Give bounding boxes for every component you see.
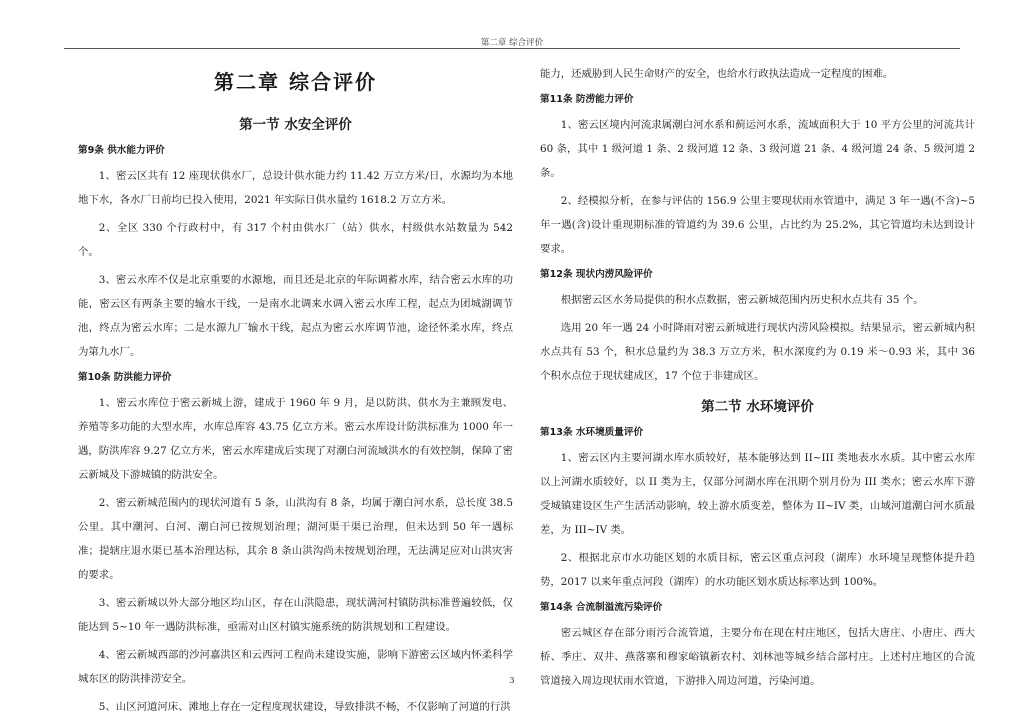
paragraph: 2、密云新城范围内的现状河道有 5 条，山洪沟有 8 条，均属于潮白河水系，总长度 38.5 公里。其中潮河、白河、潮白河已按规划治理；湖河渠干渠已治理，但未达到 50 年一遇标准；提辖庄退水渠已基本治理达标，其余 8 条山洪沟尚未按规划治理，无法满足应对山洪灾害的要求。	[78, 497, 513, 581]
article-11-title: 第11条 防涝能力评价	[540, 94, 634, 105]
page-number: 3	[509, 676, 515, 686]
paragraph: 密云城区存在部分雨污合流管道，主要分布在现在村庄地区，包括大唐庄、小唐庄、西大桥、季庄、双井、燕落寨和穆家峪镇新农村、刘林池等城乡结合部村庄。上述村庄地区的合流管道接入周边现状雨水管道，下游排入周边河道，污染河道。	[540, 627, 975, 687]
paragraph: 5、山区河道河床、滩地上存在一定程度现状建设，导致排洪不畅，不仅影响了河道的行洪	[98, 701, 511, 713]
paragraph: 1、密云区境内河流隶属潮白河水系和蓟运河水系，流域面积大于 10 平方公里的河流共计 60 条，其中 1 级河道 1 条、2 级河道 12 条、3 级河道 21 条、4 级河道 24 条、5 级河道 2 条。	[540, 119, 975, 179]
left-column	[78, 62, 513, 723]
article-13-title: 第13条 水环境质量评价	[540, 427, 644, 438]
paragraph: 2、经模拟分析，在参与评估的 156.9 公里主要现状雨水管道中，满足 3 年一遇(不含)~5 年一遇(含)设计重现期标准的管道约为 39.6 公里，占比约为 25.2%，其它管道均未达到设计要求。	[540, 195, 975, 255]
article-10-title: 第10条 防洪能力评价	[78, 372, 172, 383]
paragraph: 3、密云新城以外大部分地区均山区，存在山洪隐患，现状满河村镇防洪标准普遍较低，仅能达到 5~10 年一遇防洪标准，亟需对山区村镇实施系统的防洪规划和工程建设。	[78, 597, 513, 633]
paragraph: 1、密云区内主要河湖水库水质较好，基本能够达到 II~III 类地表水水质。其中密云水库以上河湖水质较好，以 II 类为主，仅部分河湖水库在汛期个别月份为 III 类水；密云水库下游受城镇建设区生产生活活动影响，较上游水质变差，整体为 II~IV 类，山域河道潮白河水质最差，为 III~IV 类。	[540, 452, 975, 536]
paragraph: 根据密云区水务局提供的积水点数据，密云新城范围内历史积水点共有 35 个。	[560, 294, 924, 306]
article-12-title: 第12条 现状内涝风险评价	[540, 269, 653, 280]
section-title-water-environment: 第二节 水环境评价	[701, 399, 814, 415]
section-title-water-safety: 第一节 水安全评价	[239, 117, 352, 133]
paragraph: 3、密云水库不仅是北京重要的水源地，而且还是北京的年际调蓄水库，结合密云水库的功能，密云区有两条主要的输水干线，一是南水北调来水调入密云水库工程，起点为团城湖调节池，终点为密云水库；二是水源九厂输水干线，起点为密云水库调节池，途径怀柔水库，终点为第九水厂。	[78, 274, 513, 358]
chapter-title: 第二章 综合评价	[214, 70, 377, 94]
paragraph-continuation: 能力，还威胁到人民生命财产的安全，也给水行政执法造成一定程度的困难。	[540, 68, 894, 80]
right-column	[540, 62, 975, 697]
paragraph: 选用 20 年一遇 24 小时降雨对密云新城进行现状内涝风险模拟。结果显示，密云新城内积水点共有 53 个，积水总量约为 38.3 万立方米，积水深度约为 0.19 米～0.93 米，其中 36 个积水点位于现状建成区，17 个位于非建成区。	[540, 322, 975, 382]
header-rule	[64, 48, 960, 49]
running-header: 第二章 综合评价	[480, 38, 544, 48]
article-14-title: 第14条 合流制溢流污染评价	[540, 602, 663, 613]
paragraph: 2、全区 330 个行政村中，有 317 个村由供水厂（站）供水，村级供水站数量为 542 个。	[78, 222, 513, 258]
paragraph: 4、密云新城西部的沙河嘉洪区和云西河工程尚未建设实施，影响下游密云区域内怀柔科学城东区的防洪排涝安全。	[78, 649, 513, 685]
paragraph: 1、密云区共有 12 座现状供水厂，总设计供水能力约 11.42 万立方米/日，水源均为本地地下水，各水厂日前均已投入使用，2021 年实际日供水量约 1618.2 万立方米。	[78, 170, 513, 206]
paragraph: 2、根据北京市水功能区划的水质目标，密云区重点河段（湖库）水环境呈现整体提升趋势，2017 以来年重点河段（湖库）的水功能区划水质达标率达到 100%。	[540, 552, 975, 588]
article-9-title: 第9条 供水能力评价	[78, 145, 165, 156]
paragraph: 1、密云水库位于密云新城上游，建成于 1960 年 9 月，是以防洪、供水为主兼顾发电、养殖等多功能的大型水库，水库总库容 43.75 亿立方米。密云水库设计防洪标准为 1000 年一遇，防洪库容 9.27 亿立方米，密云水库建成后实现了对潮白河流域洪水的有效控制，保障了密云新城及下游城镇的防洪安全。	[78, 397, 513, 481]
